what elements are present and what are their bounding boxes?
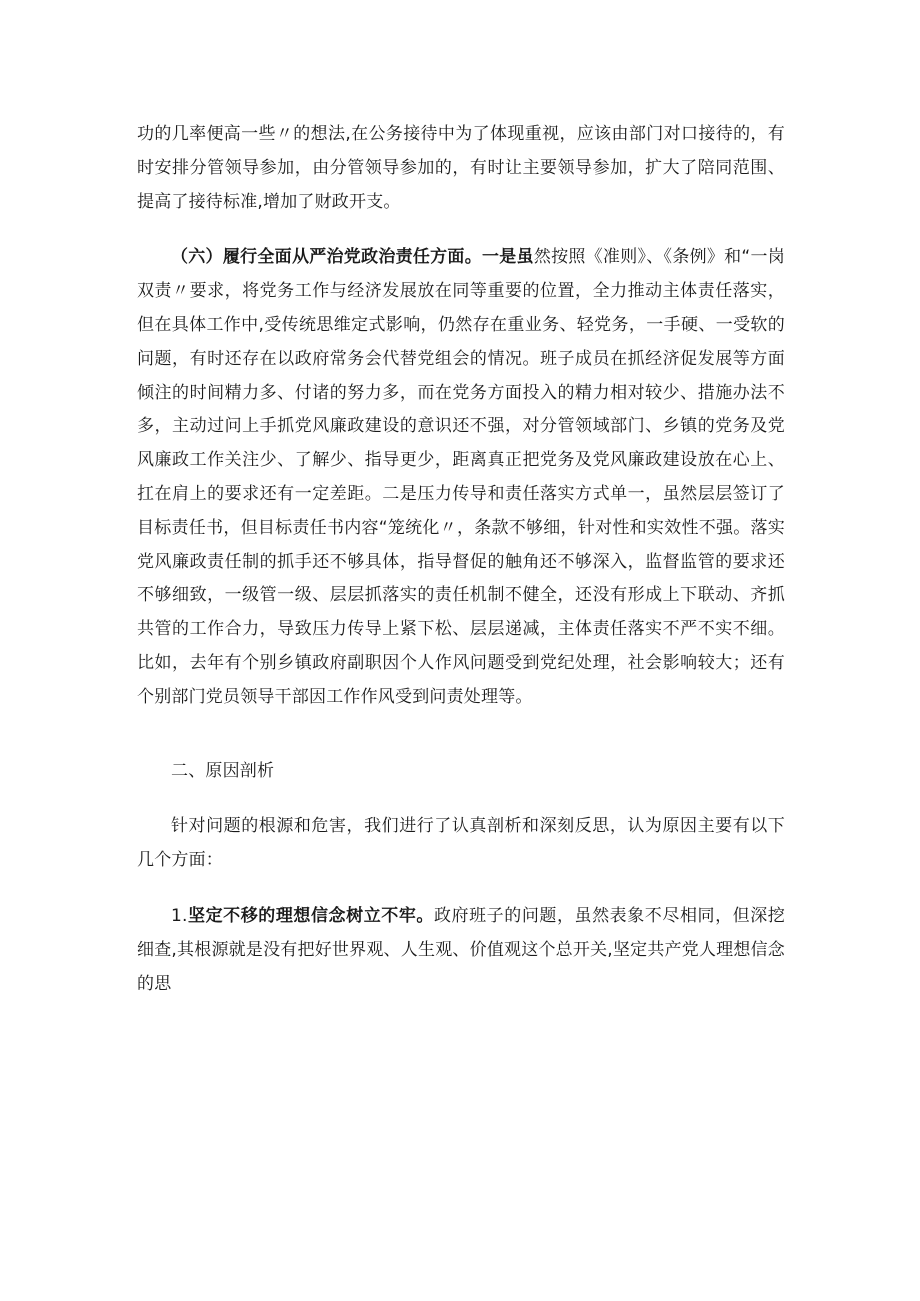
item-title: 坚定不移的理想信念树立不牢。 bbox=[187, 905, 434, 926]
paragraph-text: 针对问题的根源和危害，我们进行了认真剖析和深刻反思，认为原因主要有以下几个方面： bbox=[137, 816, 785, 871]
paragraph-text: 政府班子的问题，虽然表象不尽相同，但深挖细查,其根源就是没有把好世界观、人生观、价值观这个总开关,坚定共产党人理想信念的思 bbox=[137, 905, 785, 994]
paragraph-ideals-belief bbox=[137, 900, 785, 1001]
section-heading-six: （六）履行全面从严治党政治责任方面。一是虽 bbox=[171, 247, 534, 268]
heading-text: 二、原因剖析 bbox=[171, 760, 275, 781]
item-number: 1. bbox=[171, 905, 188, 926]
paragraph-reception bbox=[137, 118, 785, 219]
section-title-cause-analysis bbox=[137, 755, 785, 789]
paragraph-text: 然按照《准则》、《条例》和“一岗双责〃要求，将党务工作与经济发展放在同等重要的位置，全力推动主体责任落实，但在具体工作中,受传统思维定式影响，仍然存在重业务、轻党务，一手硬、一受软的问题，有时还存在以政府常务会代替党组会的情况。班子成员在抓经济促发展等方面倾注的时间精力多、付诸的努力多，而在党务方面投入的精力相对较少、措施办法不多，主动过问上手抓党风廉政建设的意识还不强，对分管领域部门、乡镇的党务及党风廉政工作关注少、了解少、指导更少，距离真正把党务及党风廉政建设放在心上、扛在肩上的要求还有一定差距。二是压力传导和责任落实方式单一，虽然层层签订了目标责任书，但目标责任书内容“笼统化〃，条款不够细，针对性和实效性不强。落实党风廉政责任制的抓手还不够具体，指导督促的触角还不够深入，监督监管的要求还不够细致，一级管一级、层层抓落实的责任机制不健全，还没有形成上下联动、齐抓共管的工作合力，导致压力传导上紧下松、层层递减，主体责任落实不严不实不细。比如，去年有个别乡镇政府副职因个人作风问题受到党纪处理，社会影响较大；还有个别部门党员领导干部因工作作风受到问责处理等。 bbox=[137, 247, 785, 707]
paragraph-text: 功的几率便高一些〃的想法,在公务接待中为了体现重视，应该由部门对口接待的，有时安排分管领导参加，由分管领导参加的，有时让主要领导参加，扩大了陪同范围、提高了接待标准,增加了财政开支。 bbox=[137, 124, 785, 212]
paragraph-party-responsibility bbox=[137, 241, 785, 714]
document-body bbox=[137, 118, 785, 1001]
paragraph-analysis-intro bbox=[137, 810, 785, 878]
